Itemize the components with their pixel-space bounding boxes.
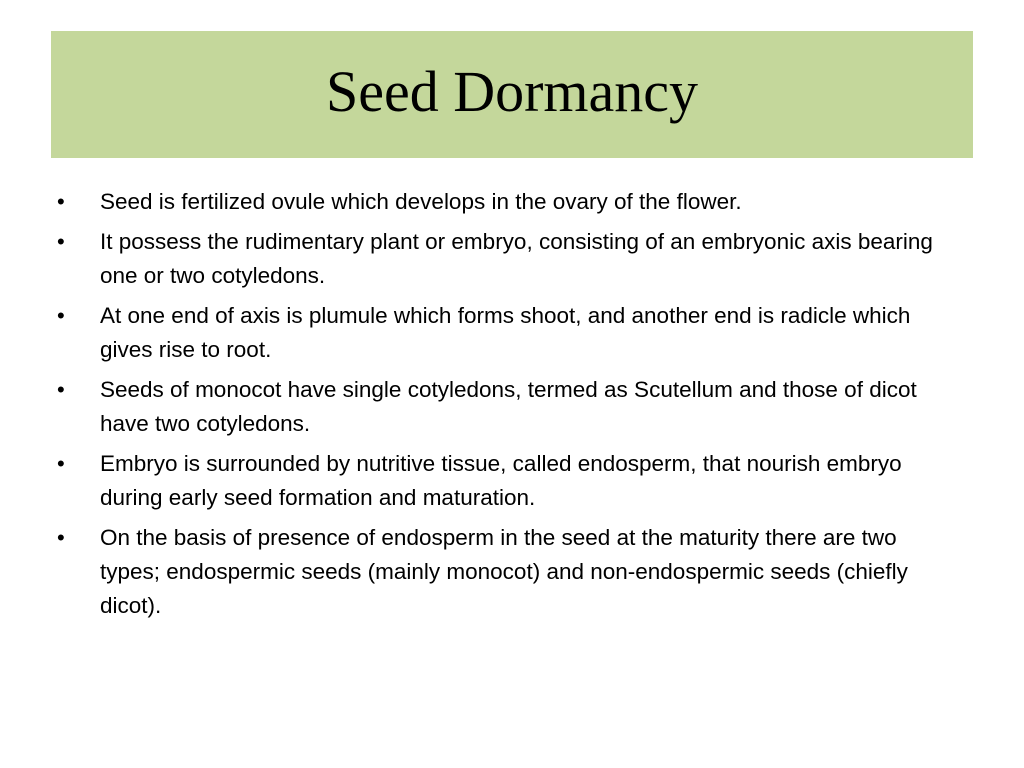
bullet-item (57, 299, 957, 367)
bullet-marker: • (57, 525, 65, 550)
bullet-item (57, 185, 957, 219)
bullet-list (57, 185, 957, 629)
bullet-marker: • (57, 303, 65, 328)
bullet-marker: • (57, 229, 65, 254)
bullet-text: At one end of axis is plumule which forms shoot, and another end is radicle which gives rise to root. (100, 303, 911, 362)
slide-title: Seed Dormancy (325, 58, 699, 124)
bullet-item (57, 521, 957, 623)
bullet-marker: • (57, 189, 65, 214)
bullet-text: On the basis of presence of endosperm in the seed at the maturity there are two types; endospermic seeds (mainly monocot) and non-endospermic seeds (chiefly dicot). (100, 525, 908, 618)
bullet-text: Seeds of monocot have single cotyledons, termed as Scutellum and those of dicot have two cotyledons. (100, 377, 917, 436)
bullet-item (57, 373, 957, 441)
bullet-text: Seed is fertilized ovule which develops in the ovary of the flower. (100, 189, 742, 214)
bullet-marker: • (57, 451, 65, 476)
bullet-item (57, 225, 957, 293)
bullet-text: It possess the rudimentary plant or embryo, consisting of an embryonic axis bearing one or two cotyledons. (100, 229, 933, 288)
bullet-item (57, 447, 957, 515)
bullet-marker: • (57, 377, 65, 402)
title-band (51, 31, 973, 158)
bullet-text: Embryo is surrounded by nutritive tissue, called endosperm, that nourish embryo during early seed formation and maturation. (100, 451, 902, 510)
